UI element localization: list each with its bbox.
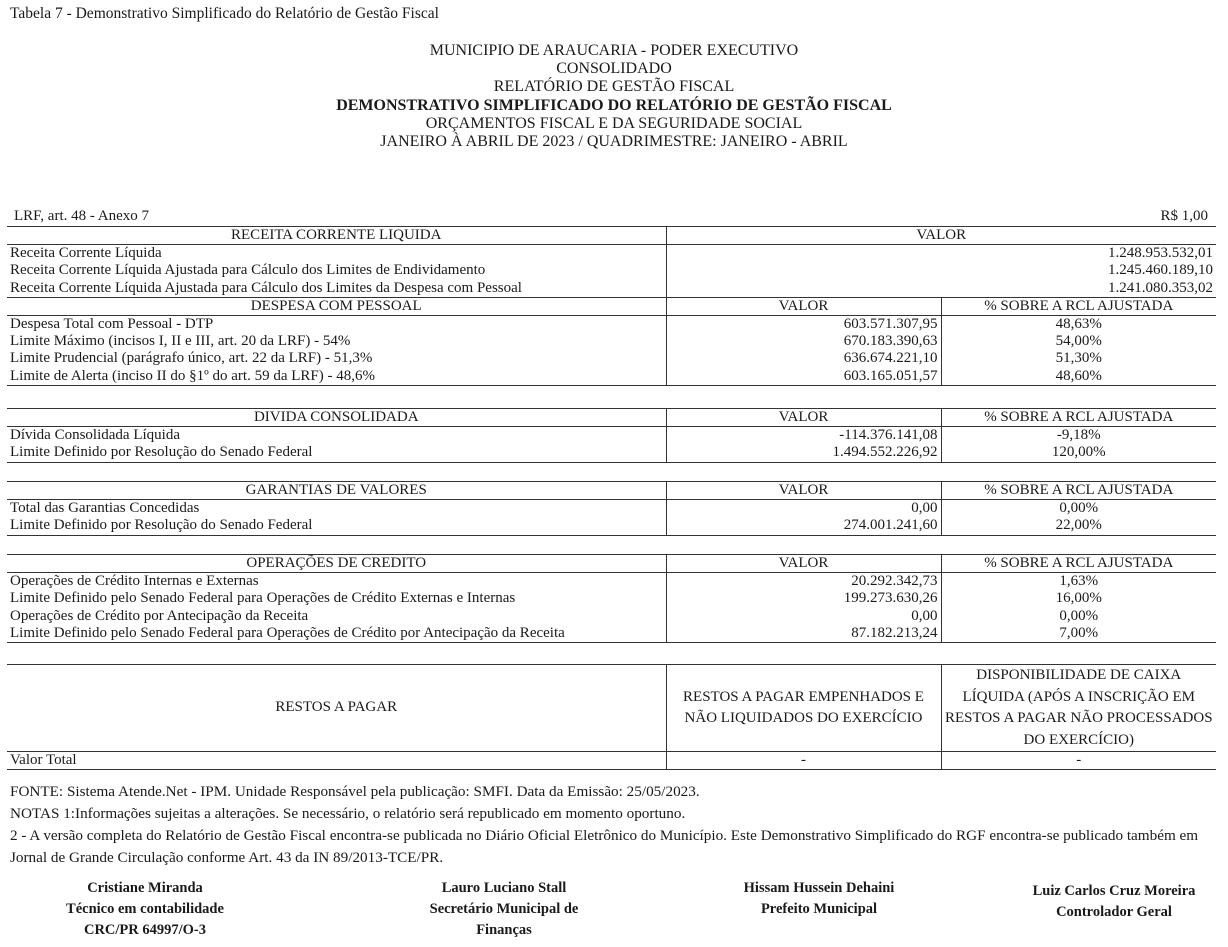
- fonte-note: FONTE: Sistema Atende.Net - IPM. Unidade Responsável pela publicação: SMFI. Data da Emissão: 25/05/2023.: [10, 783, 700, 800]
- rcl-value: 1.245.460.189,10: [666, 262, 1216, 279]
- rcl-label: Receita Corrente Líquida Ajustada para Cálculo dos Limites da Despesa com Pessoal: [7, 280, 666, 298]
- table-row: [7, 280, 1216, 298]
- pessoal-label: Limite Prudencial (parágrafo único, art. 22 da LRF) - 51,3%: [7, 350, 666, 367]
- garantias-header-row: [7, 482, 1216, 500]
- table-row: [7, 262, 1216, 279]
- credito-table: [7, 554, 1216, 643]
- garantias-label: Limite Definido por Resolução do Senado Federal: [7, 517, 666, 535]
- signature-block: [709, 878, 929, 920]
- pessoal-value: 603.165.051,57: [666, 368, 941, 386]
- credito-label: Operações de Crédito Internas e Externas: [7, 573, 666, 591]
- credito-pct-header: % SOBRE A RCL AJUSTADA: [941, 555, 1216, 573]
- table-row: [7, 590, 1216, 607]
- header-title: DEMONSTRATIVO SIMPLIFICADO DO RELATÓRIO DE GESTÃO FISCAL: [336, 96, 892, 114]
- signature-role: Controlador Geral: [1056, 904, 1172, 920]
- credito-pct: 16,00%: [941, 590, 1216, 607]
- currency-unit: R$ 1,00: [1160, 208, 1208, 224]
- lrf-reference: LRF, art. 48 - Anexo 7: [14, 208, 150, 224]
- divida-label: Dívida Consolidada Líquida: [7, 427, 666, 445]
- rcl-value: 1.241.080.353,02: [666, 280, 1216, 298]
- rcl-value-header: VALOR: [666, 227, 1216, 245]
- pessoal-pct: 48,63%: [941, 315, 1216, 333]
- divida-table: [7, 408, 1216, 463]
- credito-label: Limite Definido pelo Senado Federal para Operações de Crédito por Antecipação da Receita: [7, 625, 666, 643]
- table-row: [7, 500, 1216, 518]
- signature-role: Secretário Municipal de: [429, 901, 579, 917]
- header-period: JANEIRO À ABRIL DE 2023 / QUADRIMESTRE: JANEIRO - ABRIL: [380, 133, 848, 151]
- divida-header-row: [7, 409, 1216, 427]
- report-header: [0, 42, 1228, 151]
- signature-role-cont: Finanças: [476, 922, 532, 938]
- restos-col2-value: -: [666, 752, 941, 770]
- credito-label: Operações de Crédito por Antecipação da Receita: [7, 608, 666, 625]
- table-row: [7, 625, 1216, 643]
- table-row: [7, 315, 1216, 333]
- nota-1: NOTAS 1:Informações sujeitas a alterações. Se necessário, o relatório será republicado em momento oportuno.: [10, 805, 686, 822]
- credito-value: 199.273.630,26: [666, 590, 941, 607]
- table-row: [7, 444, 1216, 462]
- signature-block: [35, 878, 255, 941]
- signature-name: Cristiane Miranda: [87, 880, 203, 896]
- signature-role: Técnico em contabilidade: [66, 901, 224, 917]
- signature-role: Prefeito Municipal: [760, 901, 878, 917]
- signature-block: [1009, 881, 1219, 923]
- pessoal-header-row: [7, 297, 1216, 315]
- table-caption: Tabela 7 - Demonstrativo Simplificado do Relatório de Gestão Fiscal: [10, 5, 439, 22]
- garantias-label: Total das Garantias Concedidas: [7, 500, 666, 518]
- garantias-header: GARANTIAS DE VALORES: [7, 482, 666, 500]
- pessoal-label: Limite de Alerta (inciso II do §1º do art. 59 da LRF) - 48,6%: [7, 368, 666, 386]
- table-row: [7, 608, 1216, 625]
- divida-value: 1.494.552.226,92: [666, 444, 941, 462]
- divida-pct: 120,00%: [941, 444, 1216, 462]
- signature-name: Lauro Luciano Stall: [441, 880, 567, 896]
- rcl-value: 1.248.953.532,01: [666, 245, 1216, 263]
- restos-col3-header: DISPONIBILIDADE DE CAIXA LÍQUIDA (APÓS A INSCRIÇÃO EM RESTOS A PAGAR NÃO PROCESSADOS DO EXERCÍCIO): [941, 665, 1216, 752]
- rcl-header-row: [7, 227, 1216, 245]
- header-entity: MUNICIPIO DE ARAUCARIA - PODER EXECUTIVO: [429, 42, 799, 59]
- divida-pct: -9,18%: [941, 427, 1216, 445]
- table-row: [7, 427, 1216, 445]
- restos-label: Valor Total: [7, 752, 666, 770]
- divida-value: -114.376.141,08: [666, 427, 941, 445]
- credito-label: Limite Definido pelo Senado Federal para Operações de Crédito Externas e Internas: [7, 590, 666, 607]
- credito-header: OPERAÇÕES DE CREDITO: [7, 555, 666, 573]
- credito-pct: 7,00%: [941, 625, 1216, 643]
- rcl-label: Receita Corrente Líquida: [7, 245, 666, 263]
- table-row: [7, 752, 1216, 770]
- credito-value: 87.182.213,24: [666, 625, 941, 643]
- table-row: [7, 350, 1216, 367]
- divida-header: DIVIDA CONSOLIDADA: [7, 409, 666, 427]
- restos-header: RESTOS A PAGAR: [7, 665, 666, 752]
- credito-value-header: VALOR: [666, 555, 941, 573]
- table-row: [7, 573, 1216, 591]
- restos-col3-value: -: [941, 752, 1216, 770]
- garantias-value: 274.001.241,60: [666, 517, 941, 535]
- rcl-header: RECEITA CORRENTE LIQUIDA: [7, 227, 666, 245]
- credito-header-row: [7, 555, 1216, 573]
- credito-value: 0,00: [666, 608, 941, 625]
- divida-value-header: VALOR: [666, 409, 941, 427]
- pessoal-value: 670.183.390,63: [666, 333, 941, 350]
- nota-2: 2 - A versão completa do Relatório de Gestão Fiscal encontra-se publicada no Diário Oficial Eletrônico do Município. Este Demonstrativo Simplificado do RGF encontra-se publicado também em Jornal de Grande Circulação conforme Art. 43 da IN 89/2013-TCE/PR.: [10, 827, 1199, 866]
- table-row: [7, 333, 1216, 350]
- garantias-pct: 22,00%: [941, 517, 1216, 535]
- pessoal-pct: 51,30%: [941, 350, 1216, 367]
- header-scope: CONSOLIDADO: [556, 60, 672, 78]
- divida-pct-header: % SOBRE A RCL AJUSTADA: [941, 409, 1216, 427]
- credito-pct: 1,63%: [941, 573, 1216, 591]
- rcl-pessoal-table: [7, 226, 1216, 386]
- pessoal-pct: 48,60%: [941, 368, 1216, 386]
- garantias-value-header: VALOR: [666, 482, 941, 500]
- table-row: [7, 517, 1216, 535]
- divida-label: Limite Definido por Resolução do Senado Federal: [7, 444, 666, 462]
- garantias-value: 0,00: [666, 500, 941, 518]
- signature-name: Luiz Carlos Cruz Moreira: [1032, 883, 1196, 899]
- pessoal-label: Despesa Total com Pessoal - DTP: [7, 315, 666, 333]
- table-row: [7, 368, 1216, 386]
- pessoal-header: DESPESA COM PESSOAL: [7, 297, 666, 315]
- pessoal-pct: 54,00%: [941, 333, 1216, 350]
- pessoal-value: 603.571.307,95: [666, 315, 941, 333]
- pessoal-pct-header: % SOBRE A RCL AJUSTADA: [941, 297, 1216, 315]
- signature-registration: CRC/PR 64997/O-3: [83, 922, 207, 938]
- header-budget: ORÇAMENTOS FISCAL E DA SEGURIDADE SOCIAL: [425, 114, 803, 132]
- credito-pct: 0,00%: [941, 608, 1216, 625]
- signature-block: [394, 878, 614, 941]
- pessoal-value: 636.674.221,10: [666, 350, 941, 367]
- garantias-pct-header: % SOBRE A RCL AJUSTADA: [941, 482, 1216, 500]
- garantias-pct: 0,00%: [941, 500, 1216, 518]
- restos-table: [7, 664, 1216, 770]
- pessoal-value-header: VALOR: [666, 297, 941, 315]
- restos-col2-header: RESTOS A PAGAR EMPENHADOS E NÃO LIQUIDADOS DO EXERCÍCIO: [666, 665, 941, 752]
- signature-name: Hissam Hussein Dehaini: [743, 880, 895, 896]
- rcl-label: Receita Corrente Líquida Ajustada para Cálculo dos Limites de Endividamento: [7, 262, 666, 279]
- garantias-table: [7, 481, 1216, 536]
- table-row: [7, 245, 1216, 263]
- credito-value: 20.292.342,73: [666, 573, 941, 591]
- header-report-name: RELATÓRIO DE GESTÃO FISCAL: [493, 78, 735, 96]
- pessoal-label: Limite Máximo (incisos I, II e III, art. 20 da LRF) - 54%: [7, 333, 666, 350]
- restos-header-row: [7, 665, 1216, 752]
